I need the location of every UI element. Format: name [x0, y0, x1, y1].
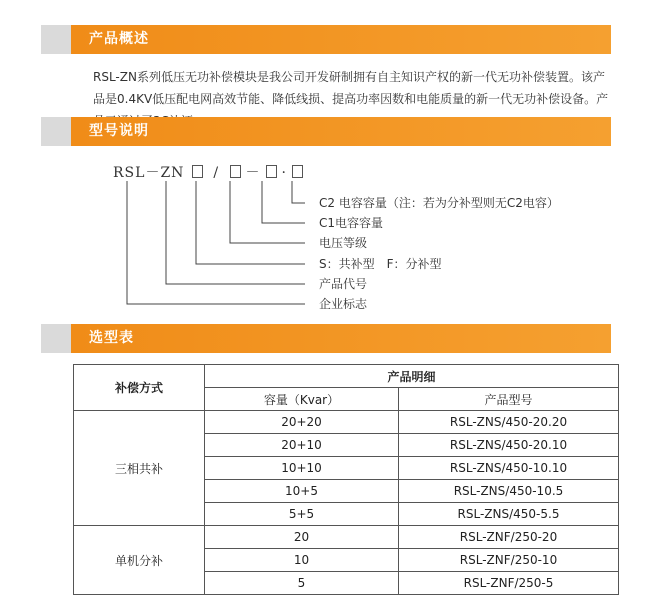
- header-capacity: 容量（Kvar）: [205, 388, 399, 411]
- header-orange-bar: [71, 324, 611, 353]
- section-title-overview: 产品概述: [89, 31, 149, 47]
- capacity-cell: 10+5: [205, 480, 399, 503]
- capacity-cell: 10: [205, 549, 399, 572]
- header-grey-tab: [41, 324, 71, 353]
- code-prefix: RSL: [113, 165, 146, 181]
- table-row: [74, 526, 619, 549]
- legend-item: 企业标志: [319, 297, 368, 311]
- model-cell: RSL-ZNS/450-20.10: [399, 434, 619, 457]
- legend-item: C2 电容容量（注：若为分补型则无C2电容）: [319, 196, 559, 210]
- overview-paragraph: RSL-ZN系列低压无功补偿模块是我公司开发研制拥有自主知识产权的新一代无功补偿装置。该产品是0.4KV低压配电网高效节能、降低线损、提高功率因数和电能质量的新一代无功补偿设备。产: [93, 70, 609, 106]
- section-title-model: 型号说明: [89, 123, 149, 139]
- model-cell: RSL-ZNS/450-20.20: [399, 411, 619, 434]
- section-title-selection: 选型表: [89, 330, 134, 346]
- model-cell: RSL-ZNF/250-10: [399, 549, 619, 572]
- capacity-cell: 5: [205, 572, 399, 595]
- model-cell: RSL-ZNF/250-5: [399, 572, 619, 595]
- model-cell: RSL-ZNF/250-20: [399, 526, 619, 549]
- capacity-cell: 20+20: [205, 411, 399, 434]
- selection-table: [73, 364, 619, 595]
- code-dash: －: [245, 165, 261, 181]
- code-dot: ·: [281, 165, 287, 181]
- capacity-cell: 20: [205, 526, 399, 549]
- section-header-selection: [41, 324, 611, 353]
- model-cell: RSL-ZNS/450-10.5: [399, 480, 619, 503]
- code-dash: －: [145, 165, 161, 181]
- header-detail: 产品明细: [205, 365, 619, 388]
- legend-item: 电压等级: [319, 236, 368, 250]
- capacity-cell: 20+10: [205, 434, 399, 457]
- model-cell: RSL-ZNS/450-5.5: [399, 503, 619, 526]
- capacity-cell: 5+5: [205, 503, 399, 526]
- mode-cell: 单机分补: [74, 526, 205, 595]
- mode-cell: 三相共补: [74, 411, 205, 526]
- header-model: 产品型号: [399, 388, 619, 411]
- code-series: ZN: [160, 165, 185, 181]
- capacity-cell: 10+10: [205, 457, 399, 480]
- legend-item: S：共补型 F：分补型: [319, 257, 442, 271]
- table-header-row: [74, 365, 619, 388]
- code-slash: /: [213, 165, 220, 181]
- legend-item: 产品代号: [319, 277, 368, 291]
- model-cell: RSL-ZNS/450-10.10: [399, 457, 619, 480]
- header-mode: 补偿方式: [74, 365, 205, 411]
- legend-item: C1电容容量: [319, 216, 384, 230]
- table-row: [74, 411, 619, 434]
